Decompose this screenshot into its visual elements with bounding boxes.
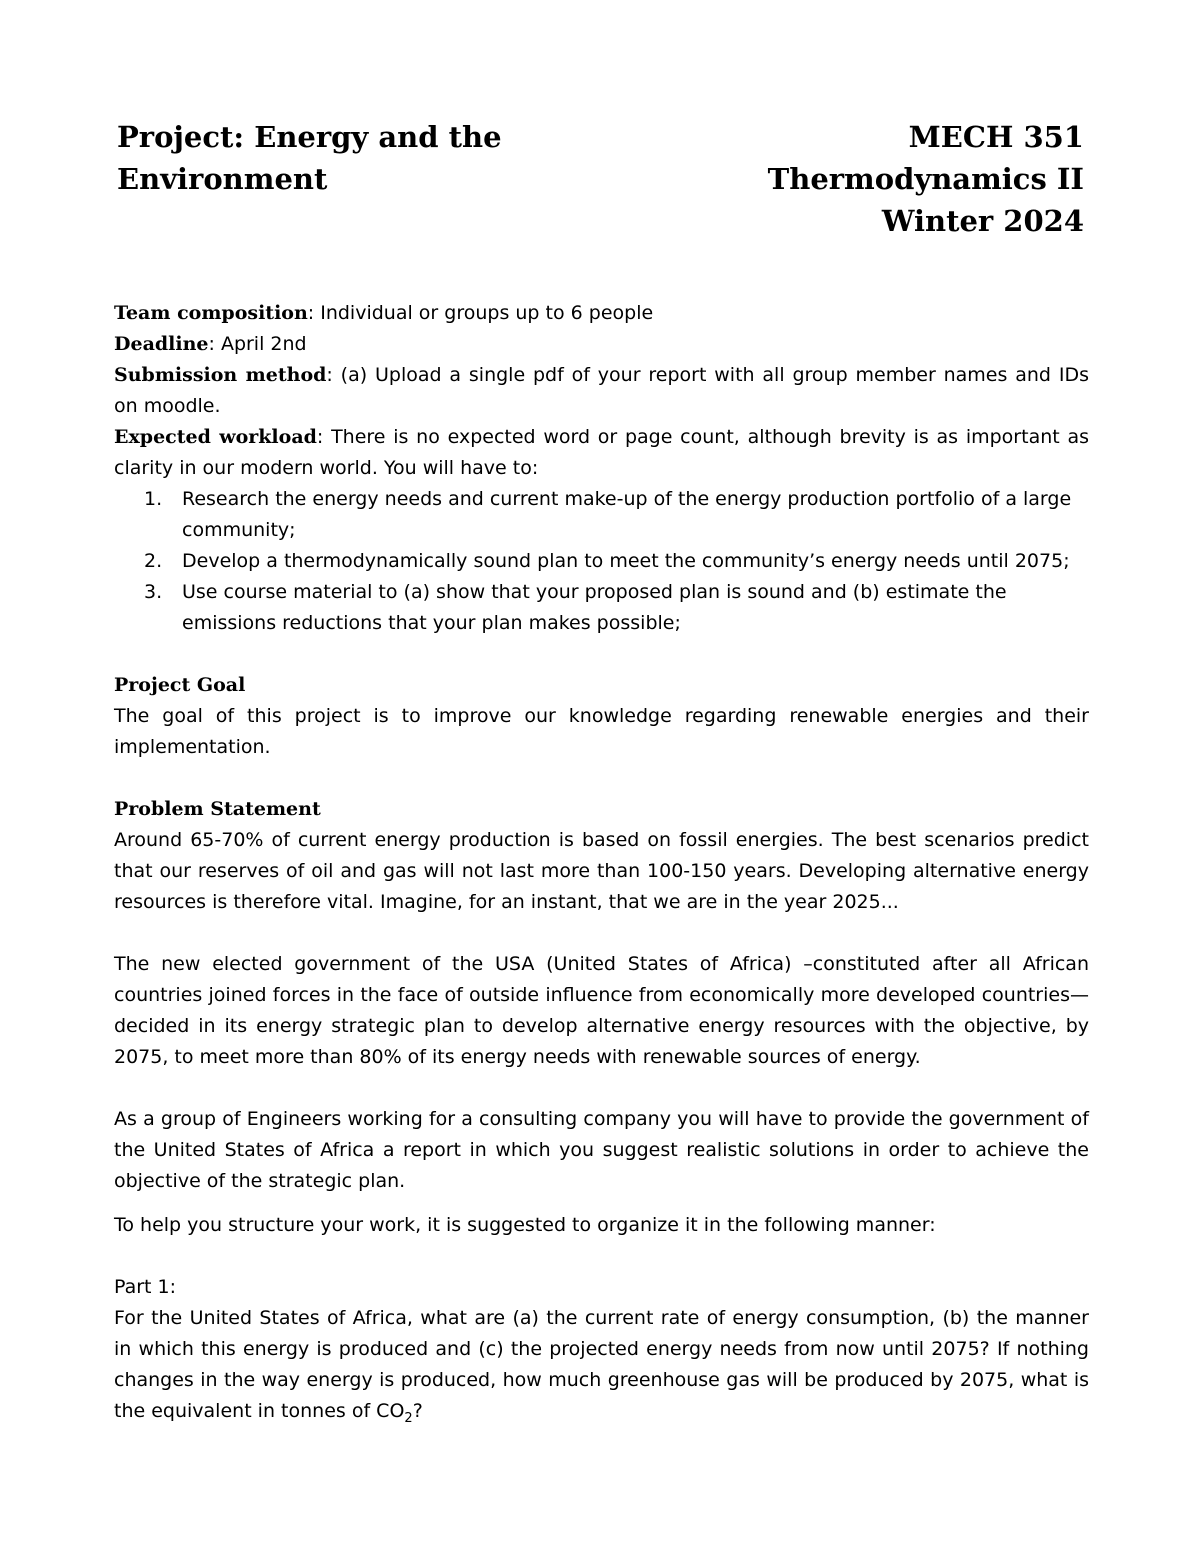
team-composition <box>114 298 1089 329</box>
project-title-line-1: Project: Energy and the <box>117 120 502 154</box>
problem-paragraph-1: Around 65-70% of current energy production is based on fossil energies. The best scenarios predict that our reserves of oil and gas will not last more than 100-150 years. Developing alternative energy resources is therefore vital. Imagine, for an instant, that we are in the year 2025... <box>114 829 1089 913</box>
submission-method-value: : (a) Upload a single pdf of your report with all group member names and IDs on moodle. <box>114 364 1089 417</box>
problem-paragraph-4: To help you structure your work, it is suggested to organize it in the following manner: <box>114 1214 936 1236</box>
deadline <box>114 329 1089 360</box>
part-1-question: For the United States of Africa, what are (a) the current rate of energy consumption, (b) the manner in which this energy is produced and (c) the projected energy needs from now until 2075? If nothing changes in the way energy is produced, how much greenhouse gas will be produced by 2075, what is the equivalent in tonnes of CO <box>114 1307 1089 1422</box>
task-item <box>114 484 1089 546</box>
document-body <box>114 298 1089 1427</box>
part-1-end: ? <box>412 1400 423 1422</box>
task-item <box>114 577 1089 639</box>
project-title <box>117 116 637 200</box>
task-text: Use course material to (a) show that your proposed plan is sound and (b) estimate the emissions reductions that your plan makes possible; <box>182 581 1007 634</box>
task-text: Research the energy needs and current make-up of the energy production portfolio of a large community; <box>182 488 1072 541</box>
expected-workload <box>114 422 1089 484</box>
task-number: 2. <box>144 550 163 572</box>
task-item <box>114 546 1089 577</box>
expected-workload-value: : There is no expected word or page count, although brevity is as important as clarity in our modern world. You will have to: <box>114 426 1089 479</box>
course-info <box>564 116 1084 242</box>
problem-paragraph-3: As a group of Engineers working for a consulting company you will have to provide the government of the United States of Africa a report in which you suggest realistic solutions in order to achieve the objective of the strategic plan. <box>114 1108 1089 1192</box>
deadline-label: Deadline <box>114 333 209 355</box>
task-number: 1. <box>144 488 163 510</box>
project-title-line-2: Environment <box>117 162 328 196</box>
course-term: Winter 2024 <box>881 204 1084 238</box>
part-1-label: Part 1: <box>114 1276 177 1298</box>
project-goal-text: The goal of this project is to improve our knowledge regarding renewable energies and their implementation. <box>114 705 1089 758</box>
course-name: Thermodynamics II <box>767 162 1084 196</box>
submission-method <box>114 360 1089 422</box>
project-goal-heading: Project Goal <box>114 674 246 696</box>
co2-subscript: 2 <box>404 1410 413 1426</box>
submission-method-label: Submission method <box>114 364 327 386</box>
problem-paragraph-2: The new elected government of the USA (United States of Africa) –constituted after all African countries joined forces in the face of outside influence from economically more developed countries— decided in its energy strategic plan to develop alternative energy resources with the objective, by 2075, to meet more than 80% of its energy needs with renewable sources of energy. <box>114 953 1089 1068</box>
part-1-text <box>114 1303 1089 1427</box>
task-number: 3. <box>144 581 163 603</box>
task-text: Develop a thermodynamically sound plan to meet the community’s energy needs until 2075; <box>182 550 1070 572</box>
course-code: MECH 351 <box>908 120 1084 154</box>
expected-workload-label: Expected workload <box>114 426 317 448</box>
team-composition-label: Team composition <box>114 302 308 324</box>
team-composition-value: : Individual or groups up to 6 people <box>307 302 654 324</box>
deadline-value: : April 2nd <box>208 333 307 355</box>
task-list <box>114 484 1089 639</box>
problem-statement-heading: Problem Statement <box>114 798 321 820</box>
